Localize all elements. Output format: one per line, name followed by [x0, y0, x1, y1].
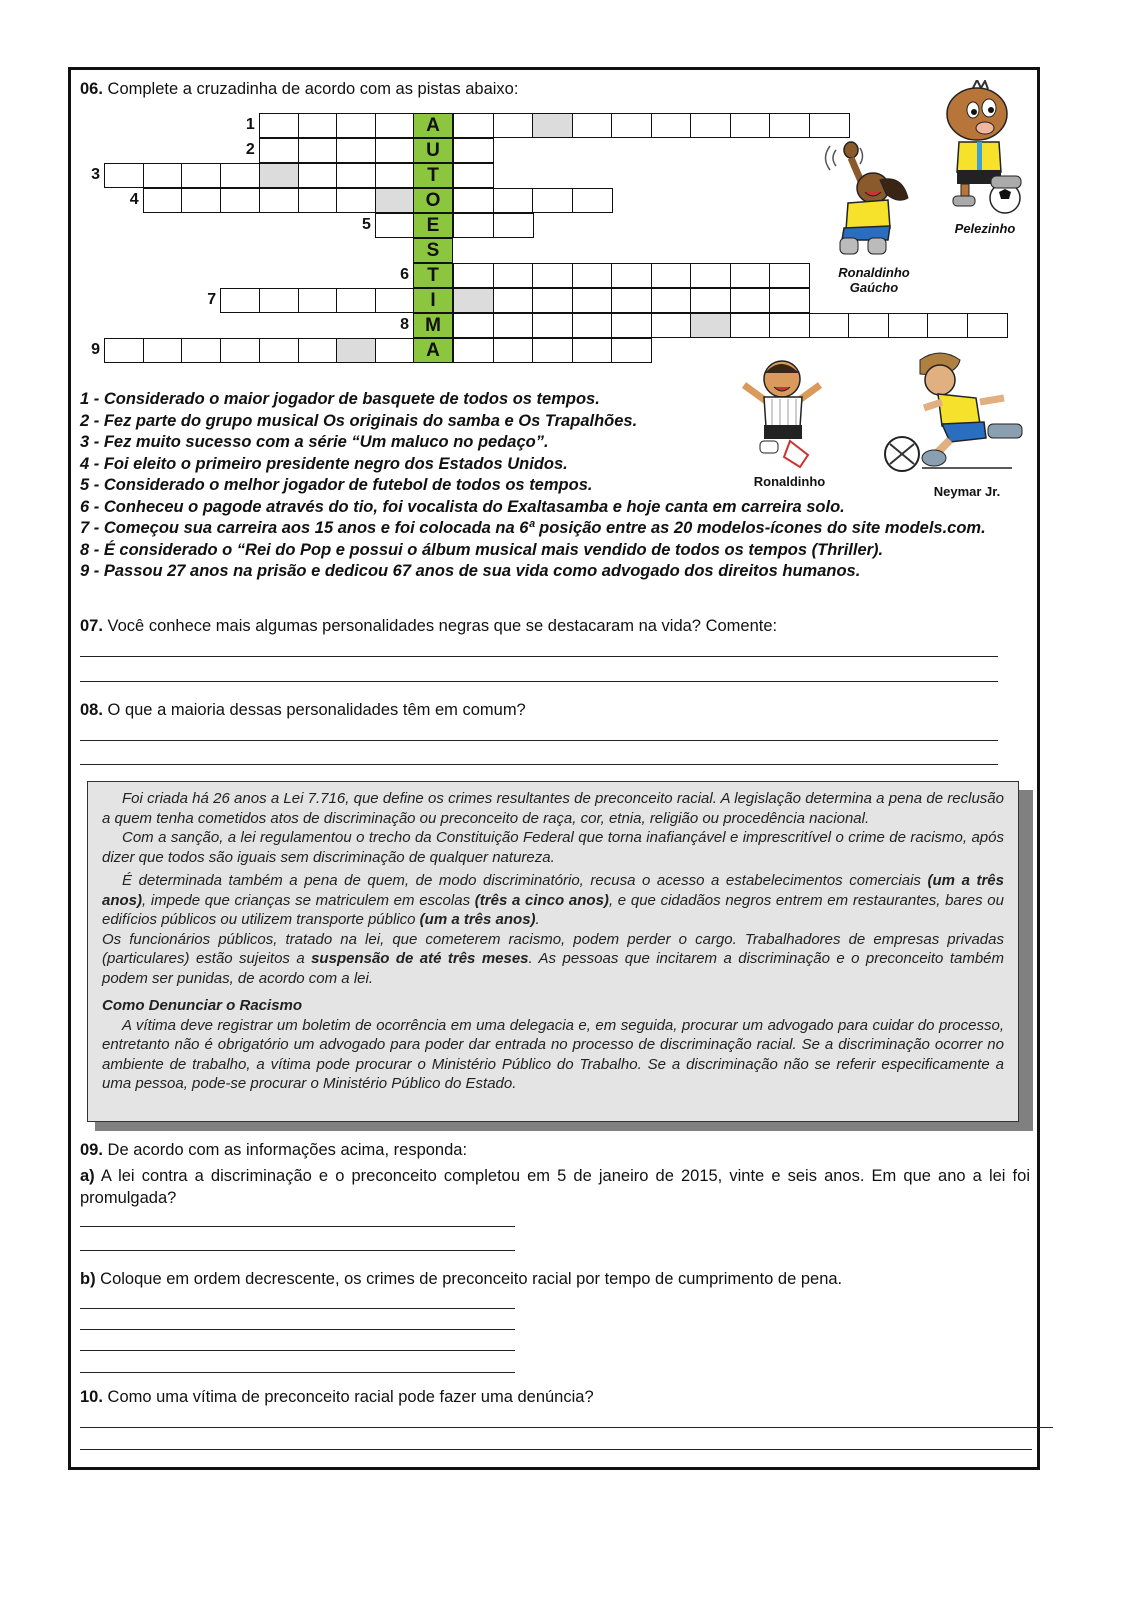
crossword-key-cell: O: [413, 188, 453, 213]
crossword-cell[interactable]: [259, 163, 299, 188]
crossword-cell[interactable]: [375, 163, 415, 188]
crossword-cell[interactable]: [375, 288, 415, 313]
crossword-cell[interactable]: [453, 213, 494, 238]
question-number: 06.: [80, 80, 103, 98]
question-number: 09.: [80, 1141, 103, 1159]
crossword-cell[interactable]: [730, 113, 771, 138]
crossword-row-number: 2: [245, 141, 255, 158]
crossword-row-number: 1: [245, 116, 255, 133]
crossword-cell[interactable]: [453, 263, 494, 288]
pelezinho-figure: [935, 80, 1030, 215]
crossword-cell[interactable]: [220, 338, 260, 363]
crossword-cell[interactable]: [611, 338, 652, 363]
question-06-title: [80, 80, 518, 99]
crossword-cell[interactable]: [181, 338, 221, 363]
figure-label-line: Ronaldinho: [753, 474, 826, 489]
crossword-cell[interactable]: [453, 163, 494, 188]
answer-line[interactable]: [80, 1372, 515, 1373]
crossword-key-cell: T: [413, 163, 453, 188]
answer-line[interactable]: [80, 1226, 515, 1227]
question-text: Complete a cruzadinha de acordo com as pistas abaixo:: [107, 80, 519, 98]
crossword-key-cell: U: [413, 138, 453, 163]
crossword-cell[interactable]: [298, 138, 338, 163]
crossword-cell[interactable]: [453, 288, 494, 313]
info-paragraph-5: A vítima deve registrar um boletim de ocorrência em uma delegacia e, em seguida, procurar um advogado para cuidar do processo, entretanto não é obrigatório um advogado para poder dar entrada no processo de discriminação racial. Se a discriminação ocorrer no ambiente de trabalho, a vítima pode procurar o Ministério Público do Trabalho. Se a discriminação não se referir especificamente a uma pessoa, pode-se procurar o Ministério Público do Estado.: [102, 1016, 1004, 1092]
crossword-cell[interactable]: [298, 113, 338, 138]
question-08-title: [80, 701, 526, 720]
answer-line[interactable]: [80, 1308, 515, 1309]
crossword-key-cell: E: [413, 213, 453, 238]
crossword-row-number: 3: [91, 166, 100, 183]
crossword-cell[interactable]: [532, 188, 573, 213]
clue-1: 1 - Considerado o maior jogador de basquete de todos os tempos.: [80, 390, 600, 408]
figure-label-line: Gaúcho: [849, 280, 899, 295]
crossword-cell[interactable]: [572, 263, 613, 288]
figure-label-pelezinho: [940, 221, 1030, 236]
crossword-cell[interactable]: [143, 188, 183, 213]
crossword-cell[interactable]: [220, 188, 260, 213]
crossword-cell[interactable]: [690, 113, 731, 138]
crossword-cell[interactable]: [259, 188, 299, 213]
text: É determinada também a pena de quem, de modo discriminatório, recusa o acesso a estabelecimentos comerciais: [122, 872, 928, 889]
crossword-cell[interactable]: [888, 313, 929, 338]
crossword-cell[interactable]: [532, 263, 573, 288]
text: . As pessoas que incitarem a discriminação e o preconceito também podem ser punidas, de acordo com a lei.: [102, 950, 1005, 987]
crossword-cell[interactable]: [493, 188, 534, 213]
crossword-cell[interactable]: [690, 288, 731, 313]
question-text: O que a maioria dessas personalidades têm em comum?: [107, 701, 526, 719]
subquestion-label: a): [80, 1167, 95, 1185]
crossword-cell[interactable]: [572, 188, 613, 213]
clue-3: 3 - Fez muito sucesso com a série “Um maluco no pedaço”.: [80, 433, 549, 451]
penalty-emphasis: suspensão de até três meses: [311, 950, 529, 967]
info-paragraph-1: Foi criada há 26 anos a Lei 7.716, que define os crimes resultantes de preconceito racial. A legislação determina a pena de reclusão a quem tenha cometidos atos de discriminação ou preconceito de raça, cor, etnia, religião ou procedência nacional.: [102, 790, 1004, 827]
text: , e que cidadãos negros entrem em restaurantes, bares ou edifícios públicos ou utilizem transporte público: [102, 891, 1004, 928]
crossword-clues: [80, 389, 1030, 583]
crossword-cell[interactable]: [532, 313, 573, 338]
crossword-cell[interactable]: [572, 113, 613, 138]
info-heading: Como Denunciar o Racismo: [102, 997, 303, 1014]
crossword-cell[interactable]: [298, 163, 338, 188]
question-number: 07.: [80, 617, 103, 635]
question-10-title: [80, 1388, 594, 1407]
answer-line[interactable]: [80, 681, 998, 682]
crossword-cell[interactable]: [259, 113, 299, 138]
crossword-cell[interactable]: [453, 338, 494, 363]
crossword-row-number: 5: [361, 216, 371, 233]
question-text: De acordo com as informações acima, responda:: [107, 1141, 468, 1159]
clue-6: 6 - Conheceu o pagode através do tio, foi vocalista do Exaltasamba e hoje canta em carreira solo.: [80, 497, 845, 516]
answer-line[interactable]: [80, 1329, 515, 1330]
crossword-cell[interactable]: [104, 163, 144, 188]
text: , impede que crianças se matriculem em escolas: [142, 891, 475, 909]
crossword-row-number: 9: [91, 341, 100, 358]
crossword-cell[interactable]: [809, 313, 850, 338]
figure-label-line: Neymar Jr.: [933, 484, 1001, 499]
question-09-title: [80, 1141, 467, 1160]
crossword-cell[interactable]: [375, 138, 415, 163]
crossword-cell[interactable]: [143, 163, 183, 188]
crossword-cell[interactable]: [336, 188, 376, 213]
ronaldinho-gaucho-illustration: [818, 128, 928, 263]
clue-4: 4 - Foi eleito o primeiro presidente negro dos Estados Unidos.: [80, 454, 568, 473]
crossword-cell[interactable]: [453, 188, 494, 213]
crossword-cell[interactable]: [181, 188, 221, 213]
crossword-cell[interactable]: [259, 138, 299, 163]
crossword-cell[interactable]: [493, 213, 534, 238]
crossword-cell[interactable]: [259, 338, 299, 363]
crossword-key-cell: A: [413, 113, 453, 138]
subquestion-text: A lei contra a discriminação e o preconceito completou em 5 de janeiro de 2015, vinte e seis anos. Em que ano a lei foi promulgada?: [80, 1167, 1030, 1207]
subquestion-text: Coloque em ordem decrescente, os crimes de preconceito racial por tempo de cumprimento de pena.: [100, 1270, 843, 1288]
crossword-cell[interactable]: [967, 313, 1008, 338]
crossword-cell[interactable]: [651, 288, 692, 313]
penalty-emphasis: (um a três anos): [419, 911, 536, 928]
crossword-cell[interactable]: [611, 313, 652, 338]
crossword-cell[interactable]: [259, 288, 299, 313]
crossword-cell[interactable]: [572, 313, 613, 338]
crossword-cell[interactable]: [651, 263, 692, 288]
crossword-row-number: 4: [129, 191, 139, 208]
question-number: 10.: [80, 1388, 103, 1406]
crossword-cell[interactable]: [336, 163, 376, 188]
crossword-cell[interactable]: [375, 113, 415, 138]
crossword-cell[interactable]: [220, 163, 260, 188]
crossword-cell[interactable]: [493, 288, 534, 313]
crossword-cell[interactable]: [375, 338, 415, 363]
answer-line[interactable]: [80, 656, 998, 657]
crossword-cell[interactable]: [336, 338, 376, 363]
crossword-cell[interactable]: [532, 338, 573, 363]
ronaldinho-gaucho-figure: [818, 128, 928, 263]
crossword-cell[interactable]: [690, 313, 731, 338]
subquestion-label: b): [80, 1270, 96, 1288]
crossword-cell[interactable]: [375, 213, 415, 238]
crossword-cell[interactable]: [611, 288, 652, 313]
text: .: [535, 911, 540, 928]
crossword-cell[interactable]: [769, 263, 810, 288]
crossword-key-cell: S: [413, 238, 453, 263]
crossword-cell[interactable]: [493, 313, 534, 338]
answer-line[interactable]: [80, 1449, 1032, 1450]
info-paragraph-2: Com a sanção, a lei regulamentou o trecho da Constituição Federal que torna inafiançável e imprescritível o crime de racismo, após dizer que todos são iguais sem discriminação de qualquer natureza.: [102, 829, 1004, 866]
crossword-row-number: 7: [207, 291, 217, 308]
answer-line[interactable]: [80, 1427, 1053, 1428]
crossword-cell[interactable]: [453, 113, 494, 138]
answer-line[interactable]: [80, 1250, 515, 1251]
crossword-cell[interactable]: [375, 188, 415, 213]
question-07-title: [80, 617, 777, 636]
crossword-cell[interactable]: [532, 113, 573, 138]
penalty-emphasis: (um a três anos): [102, 872, 1004, 909]
law-info-box: [87, 781, 1019, 1122]
crossword-cell[interactable]: [220, 288, 260, 313]
clue-7: 7 - Começou sua carreira aos 15 anos e foi colocada na 6ª posição entre as 20 modelos-ícones do site models.com.: [80, 519, 986, 537]
figure-label-ronaldinho-gaucho: [826, 265, 922, 295]
crossword-cell[interactable]: [336, 138, 376, 163]
crossword-cell[interactable]: [769, 113, 810, 138]
clue-8: 8 - É considerado o “Rei do Pop e possui o álbum musical mais vendido de todos os tempos (Thriller).: [80, 540, 884, 559]
answer-line[interactable]: [80, 764, 998, 765]
crossword-key-cell: I: [413, 288, 453, 313]
crossword-cell[interactable]: [104, 338, 144, 363]
crossword-cell[interactable]: [651, 113, 692, 138]
crossword-cell[interactable]: [927, 313, 968, 338]
crossword-key-cell: M: [413, 313, 453, 338]
crossword-cell[interactable]: [572, 288, 613, 313]
pelezinho-illustration: [935, 80, 1030, 215]
figure-label-line: Pelezinho: [954, 221, 1016, 236]
crossword-cell[interactable]: [453, 138, 494, 163]
crossword-cell[interactable]: [769, 313, 810, 338]
question-09b: [80, 1268, 1030, 1290]
clue-5: 5 - Considerado o melhor jogador de futebol de todos os tempos.: [80, 476, 593, 494]
crossword-cell[interactable]: [181, 163, 221, 188]
crossword-key-cell: T: [413, 263, 453, 288]
info-paragraph-3: [102, 871, 1004, 930]
crossword-cell[interactable]: [453, 313, 494, 338]
crossword-cell[interactable]: [769, 288, 810, 313]
crossword-key-cell: A: [413, 338, 453, 363]
answer-line[interactable]: [80, 740, 998, 741]
question-text: Como uma vítima de preconceito racial pode fazer uma denúncia?: [107, 1388, 594, 1406]
figure-label-line: Ronaldinho: [838, 265, 910, 280]
crossword-row-number: 8: [400, 316, 409, 333]
crossword-cell[interactable]: [690, 263, 731, 288]
crossword-cell[interactable]: [532, 288, 573, 313]
crossword-cell[interactable]: [493, 338, 534, 363]
crossword-cell[interactable]: [730, 263, 771, 288]
answer-line[interactable]: [80, 1350, 515, 1351]
crossword-cell[interactable]: [848, 313, 889, 338]
text: Os funcionários públicos, tratado na lei, que cometerem racismo, podem perder o cargo. Trabalhadores de empresas privadas (particulares) estão sujeitos a: [102, 930, 1004, 967]
crossword-cell[interactable]: [336, 113, 376, 138]
crossword-cell[interactable]: [651, 313, 692, 338]
penalty-emphasis: (três a cinco anos): [474, 891, 609, 909]
clue-9: 9 - Passou 27 anos na prisão e dedicou 67 anos de sua vida como advogado dos direitos humanos.: [80, 562, 861, 580]
info-paragraph-4: [102, 930, 1004, 989]
question-number: 08.: [80, 701, 103, 719]
crossword-cell[interactable]: [298, 188, 338, 213]
crossword-cell[interactable]: [611, 263, 652, 288]
crossword-cell[interactable]: [572, 338, 613, 363]
crossword-cell[interactable]: [298, 338, 338, 363]
crossword-cell[interactable]: [493, 263, 534, 288]
crossword-cell[interactable]: [143, 338, 183, 363]
crossword-cell[interactable]: [730, 288, 771, 313]
crossword-cell[interactable]: [298, 288, 338, 313]
question-09a: [80, 1165, 1030, 1209]
crossword-cell[interactable]: [493, 113, 534, 138]
question-text: Você conhece mais algumas personalidades negras que se destacaram na vida? Comente:: [107, 617, 778, 635]
crossword-cell[interactable]: [730, 313, 771, 338]
crossword-cell[interactable]: [611, 113, 652, 138]
crossword-row-number: 6: [400, 266, 409, 283]
clue-2: 2 - Fez parte do grupo musical Os originais do samba e Os Trapalhões.: [80, 411, 638, 430]
crossword-cell[interactable]: [336, 288, 376, 313]
